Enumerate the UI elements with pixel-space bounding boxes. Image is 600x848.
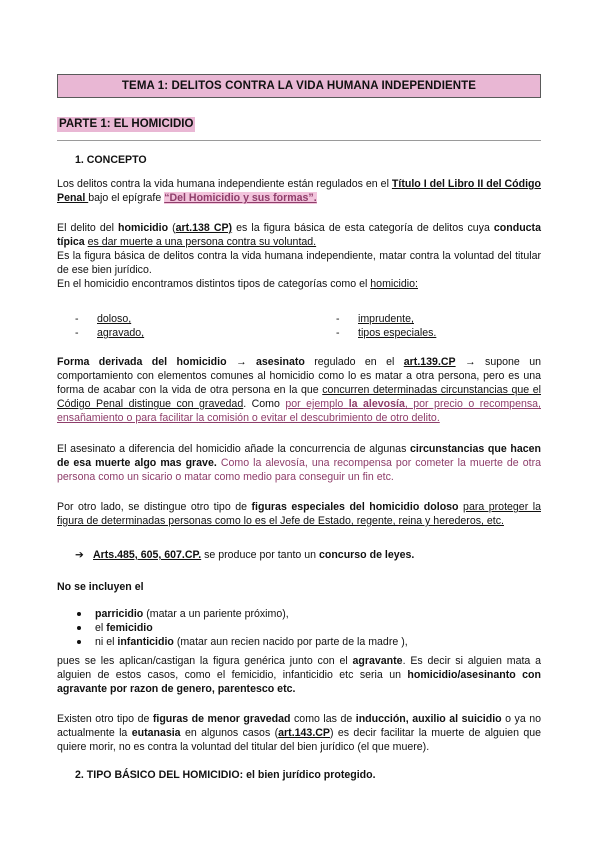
example: Como la alevosía, una recompensa por cometer la muerte de otra persona como un sicario o matar como medio para conseguir un fin etc. xyxy=(57,457,541,483)
dash: - xyxy=(336,327,340,339)
list-item xyxy=(336,326,436,340)
list-item-label: imprudente, xyxy=(358,313,414,325)
section-concepto-heading: 1. CONCEPTO xyxy=(75,154,147,166)
text: Existen otro tipo de xyxy=(57,713,153,725)
paragraph-agravante xyxy=(57,654,541,696)
paragraph-diferencia xyxy=(57,442,541,484)
dash: - xyxy=(75,327,79,339)
text: se produce por tanto un xyxy=(201,549,319,561)
text: como las de xyxy=(290,713,356,725)
paragraph-asesinato xyxy=(57,355,541,425)
text: pues se les aplican/castigan la figura genérica junto con el xyxy=(57,655,353,667)
text: El asesinato a diferencia del homicidio añade la concurrencia de algunas xyxy=(57,443,411,455)
text: En el homicidio encontramos distintos tipos de categorías como el xyxy=(57,278,371,290)
exclusions-list xyxy=(75,607,408,649)
article-reference: art.138 CP) xyxy=(175,222,233,234)
paragraph-intro xyxy=(57,177,541,205)
term-homicidio: homicidio xyxy=(118,222,169,234)
term: parricidio xyxy=(95,608,144,620)
term: infanticidio xyxy=(117,636,174,648)
text: Los delitos contra la vida humana independiente están regulados en el xyxy=(57,178,392,190)
text: en algunos casos ( xyxy=(180,727,279,739)
term: femicidio xyxy=(106,622,153,634)
emphasis: homicidio/asesinanto con agravante por razon de genero, parentesco etc. xyxy=(57,669,541,695)
law-reference: Título I del Libro II del Código Penal xyxy=(57,178,541,204)
text: es la figura básica de esta categoría de delitos cuya xyxy=(232,222,494,234)
text: El delito del xyxy=(57,222,119,234)
paragraph-figuras-especiales xyxy=(57,500,541,528)
dash: - xyxy=(75,313,79,325)
arrow-note xyxy=(75,548,414,562)
emphasis: circunstancias que hacen de esa muerte algo mas grave. xyxy=(57,443,542,469)
list-item xyxy=(75,607,408,621)
epigraph: “Del Homicidio y sus formas”. xyxy=(164,192,317,204)
list-item-label: agravado, xyxy=(97,327,145,339)
definition: es dar muerte a una persona contra su voluntad. xyxy=(87,236,317,248)
exclusions-title: No se incluyen el xyxy=(57,581,144,593)
text: bajo el epígrafe xyxy=(88,192,165,204)
text: ni el xyxy=(95,636,118,648)
emphasis: agravante xyxy=(352,655,403,667)
paragraph-homicidio xyxy=(57,221,541,291)
term: homicidio: xyxy=(370,278,418,290)
article-reference: art.139.CP xyxy=(403,356,456,368)
text: para proteger la figura de determinadas personas como lo es el Jefe de Estado, regente, reina y herederos, etc. xyxy=(57,501,541,527)
document-title: TEMA 1: DELITOS CONTRA LA VIDA HUMANA INDEPENDIENTE xyxy=(57,74,541,98)
article-reference: art.143.CP xyxy=(278,727,330,739)
list-item xyxy=(336,312,414,326)
article-reference: Arts.485, 605, 607.CP. xyxy=(93,549,202,561)
text: o ya no actualmente la xyxy=(57,713,541,739)
text: Es la figura básica de delitos contra la vida humana independiente, matar contra la voluntad del titular de ese bien jurídico. xyxy=(57,250,541,276)
emphasis: inducción, auxilio al suicidio xyxy=(355,713,502,725)
list-item xyxy=(75,312,131,326)
text: . Es decir si alguien mata a alguien de estos casos, como el femicidio, infanticidio etc seria un xyxy=(57,655,541,681)
text: ( xyxy=(168,222,176,234)
dash: - xyxy=(336,313,340,325)
list-item xyxy=(75,326,144,340)
text: (matar a un pariente próximo), xyxy=(143,608,289,620)
list-item xyxy=(75,635,408,649)
text: Por otro lado, se distingue otro tipo de xyxy=(57,501,252,513)
part-heading: PARTE 1: EL HOMICIDIO xyxy=(59,118,194,130)
emphasis: eutanasia xyxy=(131,727,181,739)
text: regulado en el xyxy=(304,356,404,368)
text: → supone un comportamiento con elementos comunes al homicidio como lo es matar a otra persona, pero es una forma de acabar con la vida de otra persona en la que xyxy=(57,356,541,396)
list-item-label: tipos especiales. xyxy=(358,327,437,339)
emphasis: figuras especiales del homicidio doloso xyxy=(251,501,459,513)
example: , por precio o recompensa, ensañamiento o para facilitar la comisión o evitar el descubrimiento de otro delito. xyxy=(57,398,541,424)
arrow-right-icon: ➔ xyxy=(75,549,84,561)
text: concurren determinadas circunstancias que el Código Penal distingue con gravedad xyxy=(57,384,541,410)
paragraph-menor-gravedad xyxy=(57,712,541,754)
list-item xyxy=(75,621,408,635)
asesinato-heading: Forma derivada del homicidio → asesinato xyxy=(57,356,305,368)
divider xyxy=(57,140,541,141)
term-conducta: conducta típica xyxy=(57,222,541,248)
text: . Como xyxy=(243,398,286,410)
example-alevosia: la alevosía xyxy=(348,398,405,410)
emphasis: concurso de leyes. xyxy=(318,549,415,561)
text: (matar aun recien nacido por parte de la madre ), xyxy=(173,636,408,648)
list-item-label: doloso, xyxy=(97,313,132,325)
section-tipo-basico-heading: 2. TIPO BÁSICO DEL HOMICIDIO: el bien jurídico protegido. xyxy=(75,769,376,781)
text: el xyxy=(95,622,107,634)
example: por ejemplo xyxy=(285,398,349,410)
emphasis: figuras de menor gravedad xyxy=(152,713,291,725)
text: ) es decir facilitar la muerte de alguien que quiere morir, no es contra la voluntad del titular del bien jurídico (el que muere). xyxy=(57,727,541,753)
